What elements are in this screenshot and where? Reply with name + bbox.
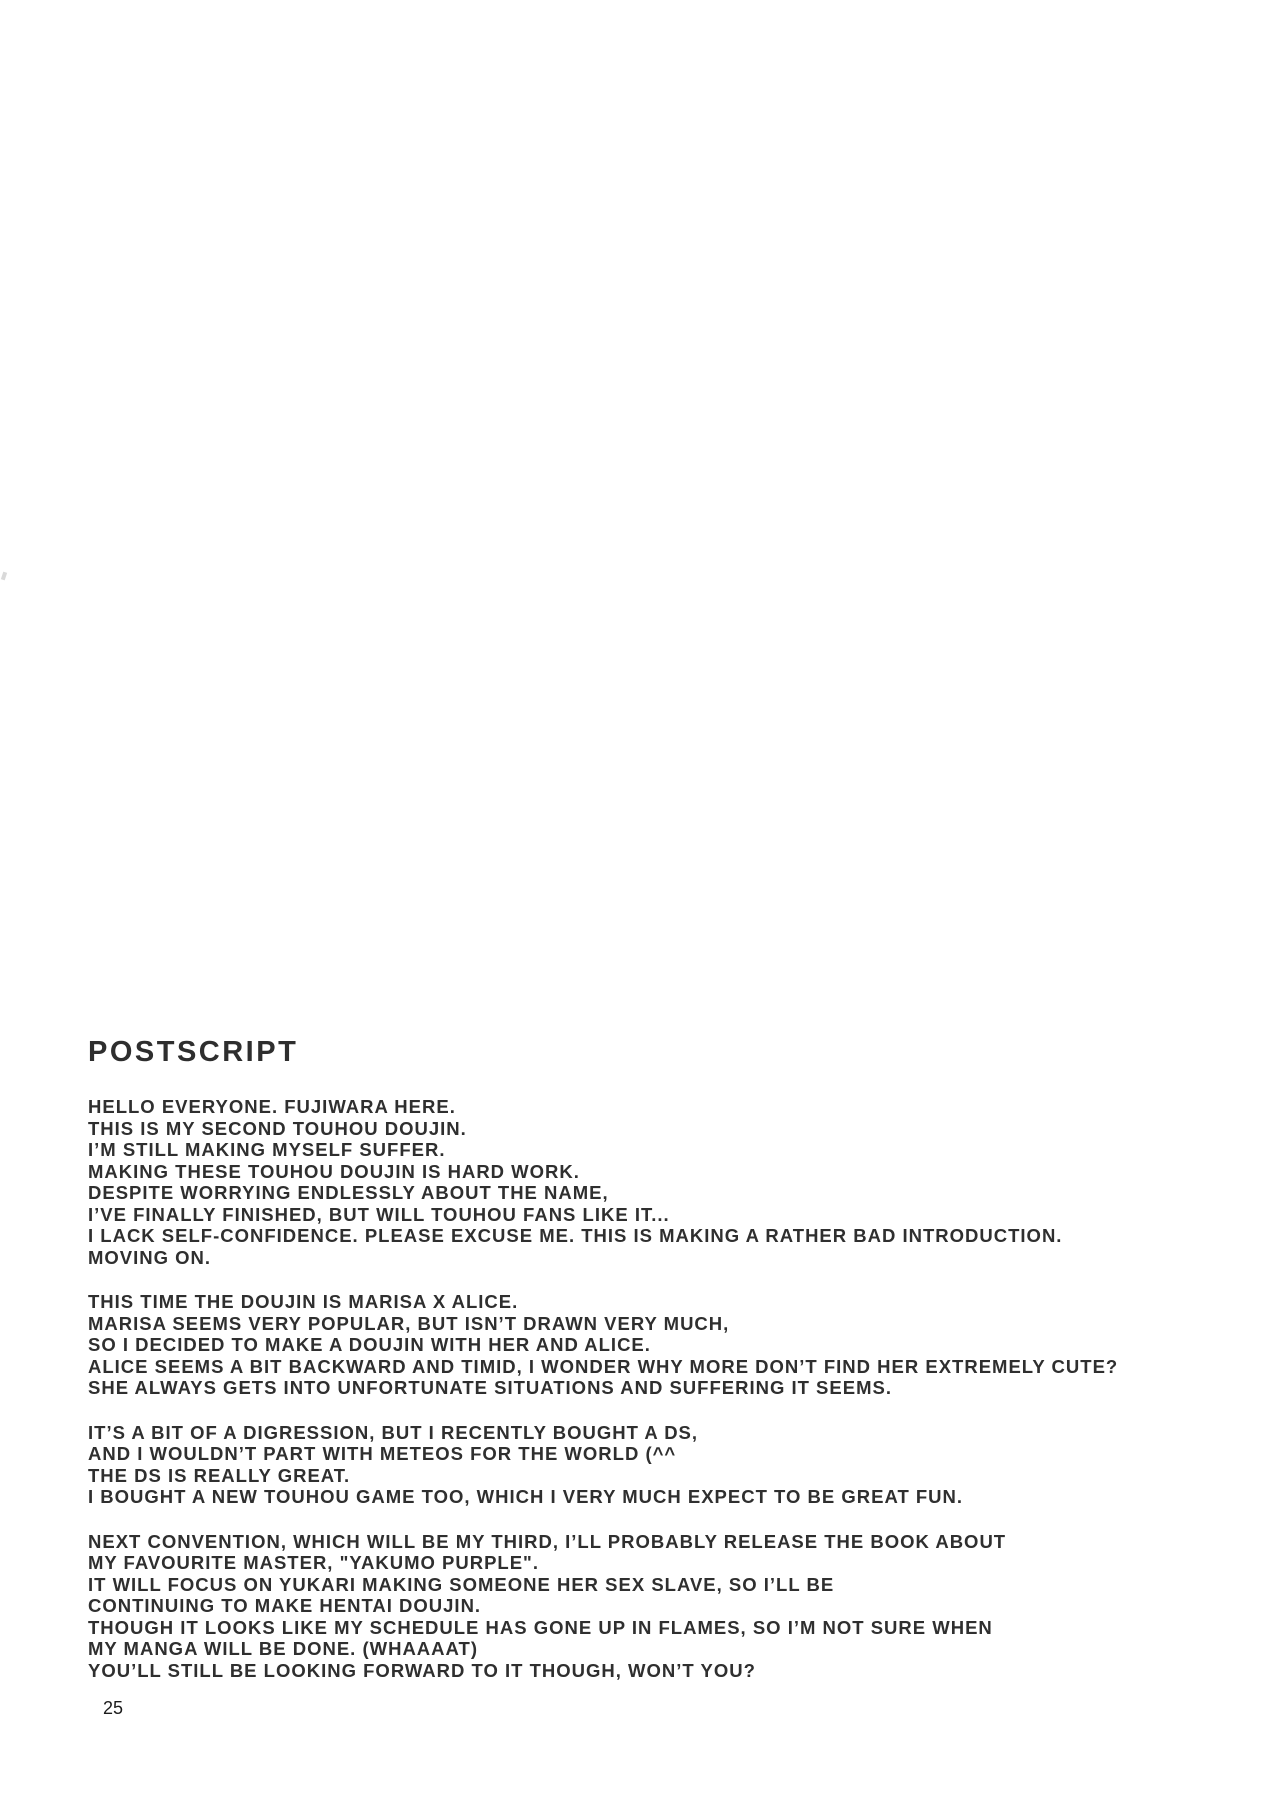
page-title: POSTSCRIPT <box>88 1036 299 1068</box>
text-line: MY MANGA WILL BE DONE. (WHAAAAT) <box>88 1638 478 1659</box>
text-line: IT’S A BIT OF A DIGRESSION, BUT I RECENTLY BOUGHT A DS, <box>88 1421 699 1443</box>
text-line: NEXT CONVENTION, WHICH WILL BE MY THIRD, I’LL PROBABLY RELEASE THE BOOK ABOUT <box>88 1530 1007 1552</box>
text-line: I LACK SELF-CONFIDENCE. PLEASE EXCUSE ME. THIS IS MAKING A RATHER BAD INTRODUCTION. <box>88 1225 1063 1246</box>
text-line: IT WILL FOCUS ON YUKARI MAKING SOMEONE HER SEX SLAVE, SO I’LL BE <box>88 1573 835 1595</box>
postscript-text-block <box>88 1096 1238 1704</box>
text-line: I’VE FINALLY FINISHED, BUT WILL TOUHOU FANS LIKE IT... <box>88 1203 670 1225</box>
text-line: MARISA SEEMS VERY POPULAR, BUT ISN’T DRAWN VERY MUCH, <box>88 1312 730 1334</box>
text-line: MAKING THESE TOUHOU DOUJIN IS HARD WORK. <box>88 1160 580 1182</box>
page-number: 25 <box>103 1698 124 1718</box>
scan-artifact-speck <box>1 572 7 581</box>
paragraph-next-convention <box>88 1531 1238 1682</box>
paragraph-ds-digression <box>88 1422 1238 1508</box>
text-line: THE DS IS REALLY GREAT. <box>88 1464 351 1486</box>
text-line: THOUGH IT LOOKS LIKE MY SCHEDULE HAS GONE UP IN FLAMES, SO I’M NOT SURE WHEN <box>88 1616 993 1638</box>
text-line: SO I DECIDED TO MAKE A DOUJIN WITH HER AND ALICE. <box>88 1334 651 1355</box>
text-line: I’M STILL MAKING MYSELF SUFFER. <box>88 1139 446 1160</box>
text-line: YOU’LL STILL BE LOOKING FORWARD TO IT THOUGH, WON’T YOU? <box>88 1659 756 1681</box>
text-line: AND I WOULDN’T PART WITH METEOS FOR THE WORLD (^^ <box>88 1443 677 1464</box>
text-line: THIS TIME THE DOUJIN IS MARISA X ALICE. <box>88 1291 519 1312</box>
text-line: MY FAVOURITE MASTER, "YAKUMO PURPLE". <box>88 1552 539 1573</box>
paragraph-intro <box>88 1096 1238 1268</box>
text-line: HELLO EVERYONE. FUJIWARA HERE. <box>88 1096 456 1117</box>
text-line: ALICE SEEMS A BIT BACKWARD AND TIMID, I WONDER WHY MORE DON’T FIND HER EXTREMELY CUTE? <box>88 1355 1119 1377</box>
text-line: MOVING ON. <box>88 1246 212 1268</box>
paragraph-marisa-alice <box>88 1291 1238 1399</box>
text-line: I BOUGHT A NEW TOUHOU GAME TOO, WHICH I VERY MUCH EXPECT TO BE GREAT FUN. <box>88 1486 964 1507</box>
text-line: SHE ALWAYS GETS INTO UNFORTUNATE SITUATIONS AND SUFFERING IT SEEMS. <box>88 1377 892 1398</box>
text-line: CONTINUING TO MAKE HENTAI DOUJIN. <box>88 1595 482 1616</box>
text-line: THIS IS MY SECOND TOUHOU DOUJIN. <box>88 1117 467 1139</box>
text-line: DESPITE WORRYING ENDLESSLY ABOUT THE NAME, <box>88 1182 609 1203</box>
